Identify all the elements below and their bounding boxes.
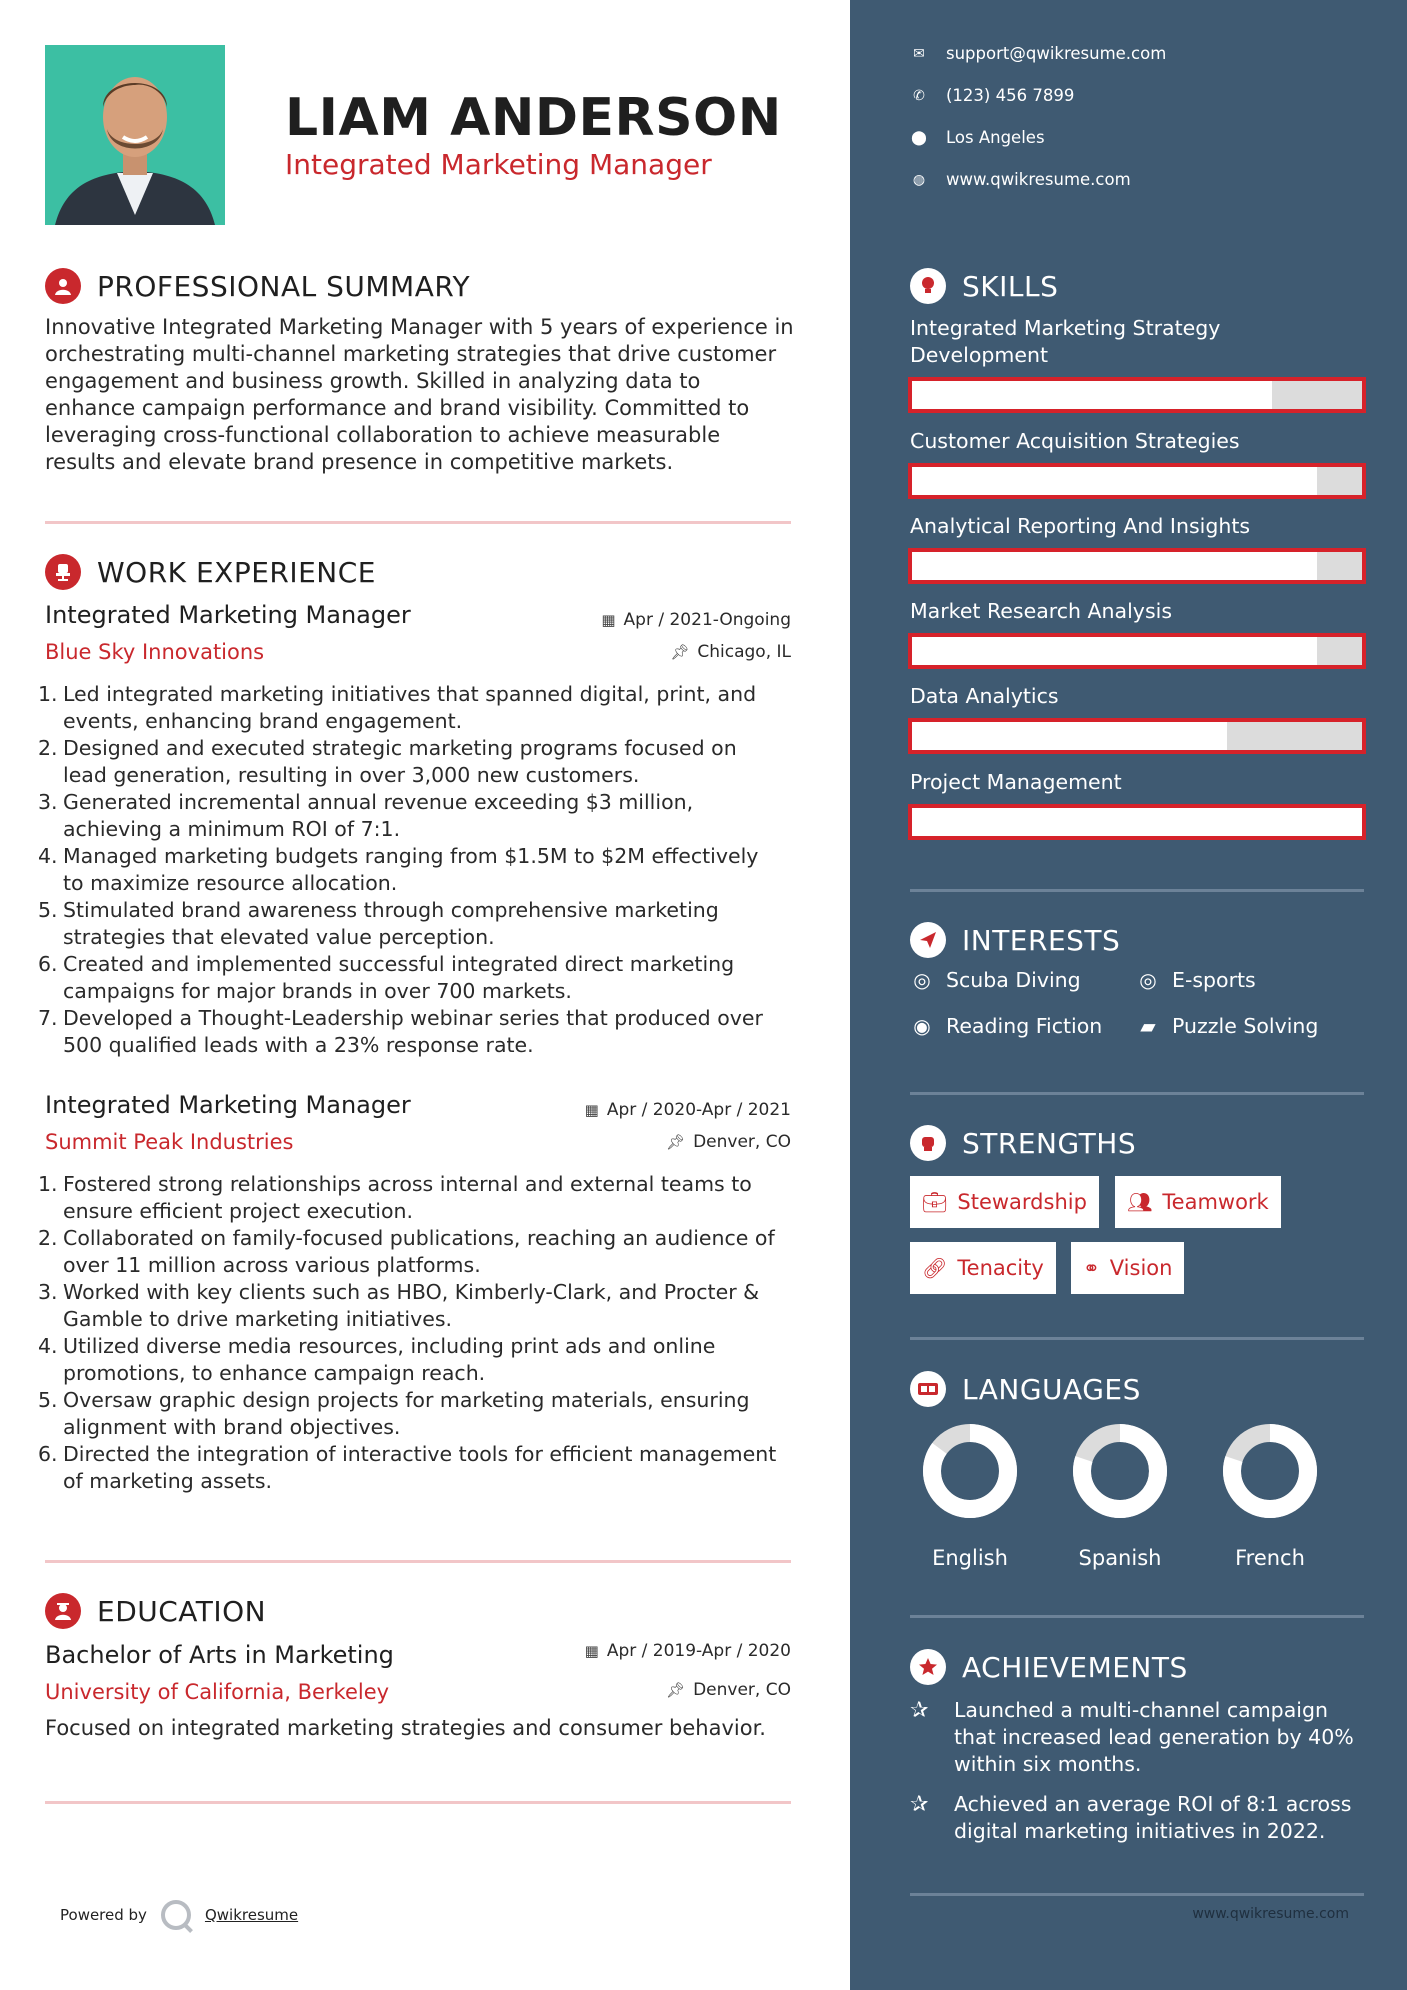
skill-bar [908, 548, 1366, 584]
language-ring [1221, 1422, 1319, 1520]
powered-by-label: Powered by [60, 1906, 147, 1924]
list-item: 4. Managed marketing budgets ranging from $1.5M to $2M effectively to maximize resource allocation. [38, 844, 759, 895]
footer-website[interactable]: www.qwikresume.com [1192, 1906, 1349, 1922]
language-icon [910, 1371, 946, 1407]
graduate-icon [45, 1593, 81, 1629]
skill-fill [912, 808, 1362, 836]
strength-badge: 💼︎ Stewardship [910, 1176, 1099, 1228]
strength-badge: 👥︎ Teamwork [1115, 1176, 1281, 1228]
gamepad-icon: ◉ [913, 1014, 931, 1038]
divider [45, 1560, 791, 1563]
qwikresume-link[interactable]: Qwikresume [204, 1906, 299, 1924]
dates-text: Apr / 2020-Apr / 2021 [606, 1100, 791, 1120]
location-text: Los Angeles [946, 128, 1045, 147]
language-label: French [1235, 1546, 1305, 1570]
education-dates [585, 1641, 791, 1661]
calendar-icon: ▦ [584, 1642, 599, 1660]
skill-label: Project Management [910, 770, 1122, 794]
work-heading [45, 554, 376, 590]
job-dates [585, 1100, 791, 1120]
language-item [910, 1422, 1030, 1570]
language-label: Spanish [1078, 1546, 1162, 1570]
languages-heading [910, 1371, 1141, 1407]
skill-bar [908, 463, 1366, 499]
divider [910, 1893, 1364, 1896]
work-title: WORK EXPERIENCE [97, 555, 376, 589]
dates-text: Apr / 2019-Apr / 2020 [606, 1641, 791, 1661]
envelope-icon: ✉ [913, 45, 925, 62]
qwikresume-logo-icon [161, 1900, 191, 1930]
user-icon [45, 268, 81, 304]
skill-bar [908, 377, 1366, 413]
summary-title: PROFESSIONAL SUMMARY [97, 269, 471, 303]
strength-badge: ⚭ Vision [1071, 1242, 1184, 1294]
list-item: 2. Designed and executed strategic marketing programs focused on lead generation, resulting in over 3,000 new customers. [38, 736, 737, 787]
job-location [670, 642, 791, 662]
interests-title: INTERESTS [962, 923, 1121, 957]
list-item: 7. Developed a Thought-Leadership webinar series that produced over 500 qualified leads with a 23% response rate. [38, 1006, 763, 1057]
interest-item: ◎ Scuba Diving [910, 968, 1081, 992]
education-heading [45, 1593, 266, 1629]
job-bullets [38, 1171, 798, 1495]
location-text: Denver, CO [693, 1680, 791, 1700]
divider [45, 1801, 791, 1804]
star-icon: ✰ [910, 1698, 929, 1723]
languages-title: LANGUAGES [962, 1372, 1141, 1406]
map-marker-icon: ⬤ [911, 129, 927, 146]
list-item: 5. Oversaw graphic design projects for marketing materials, ensuring alignment with brand objectives. [38, 1388, 750, 1439]
globe-icon: ◍ [912, 171, 926, 188]
skill-fill [912, 381, 1272, 409]
briefcase-icon: 💼︎ [922, 1190, 948, 1214]
achievements-heading [910, 1649, 1188, 1685]
skill-fill [912, 722, 1227, 750]
calendar-icon: ▦ [584, 1101, 599, 1119]
contact-website[interactable] [910, 170, 1131, 189]
interests-heading [910, 922, 1120, 958]
star-icon: ✰ [910, 1792, 929, 1817]
contact-location [910, 128, 1045, 147]
skill-fill [912, 467, 1317, 495]
interest-item: ▰ Puzzle Solving [1136, 1014, 1318, 1038]
language-ring [921, 1422, 1019, 1520]
job-dates [601, 610, 791, 630]
strengths-heading [910, 1125, 1136, 1161]
skill-bar [908, 718, 1366, 754]
strength-badge: 🔗︎ Tenacity [910, 1242, 1056, 1294]
list-item: 1. Fostered strong relationships across internal and external teams to ensure efficient project execution. [38, 1172, 752, 1223]
phone-icon: ✆ [913, 87, 925, 104]
email-text: support@qwikresume.com [946, 44, 1167, 63]
binoculars-icon: ⚭ [1083, 1256, 1100, 1280]
skill-fill [912, 637, 1317, 665]
language-label: English [932, 1546, 1008, 1570]
contact-phone[interactable] [910, 86, 1074, 105]
company-name: Blue Sky Innovations [45, 640, 265, 664]
link-icon: 🔗︎ [922, 1256, 948, 1280]
company-name: Summit Peak Industries [45, 1130, 294, 1154]
language-item [1210, 1422, 1330, 1570]
interest-item: ◎ E-sports [1136, 968, 1256, 992]
skill-bar [908, 804, 1366, 840]
job-title: Integrated Marketing Manager [45, 1091, 411, 1119]
lifebuoy-icon: ◎ [1139, 968, 1157, 992]
interest-item: ◉ Reading Fiction [910, 1014, 1102, 1038]
education-description: Focused on integrated marketing strategies and consumer behavior. [45, 1716, 766, 1740]
divider [910, 889, 1364, 892]
location-text: Chicago, IL [697, 642, 791, 662]
job-title: Integrated Marketing Manager [45, 601, 411, 629]
divider [910, 1337, 1364, 1340]
school-name: University of California, Berkeley [45, 1680, 390, 1704]
divider [910, 1092, 1364, 1095]
list-item: 3. Worked with key clients such as HBO, Kimberly-Clark, and Procter & Gamble to drive marketing initiatives. [38, 1280, 760, 1331]
divider [45, 521, 791, 524]
book-icon: ▰ [1140, 1014, 1156, 1038]
language-ring [1071, 1422, 1169, 1520]
job-location [666, 1132, 791, 1152]
pin-icon: 📌︎ [666, 1133, 686, 1151]
candidate-title: Integrated Marketing Manager [285, 148, 712, 181]
users-icon: 👥︎ [1127, 1190, 1153, 1214]
calendar-icon: ▦ [601, 611, 616, 629]
list-item: 6. Directed the integration of interactive tools for efficient management of marketing assets. [38, 1442, 777, 1493]
powered-by [60, 1900, 298, 1930]
pin-icon: 📌︎ [666, 1681, 686, 1699]
summary-text: Innovative Integrated Marketing Manager with 5 years of experience in orchestrating multi-channel marketing strategies that drive customer engagement and business growth. Skilled in analyzing data to enhance campaign performance and brand visibility. Committed to leveraging cross-functional collaboration to achieve measurable results and elevate brand presence in competitive markets. [45, 315, 794, 474]
list-item: 5. Stimulated brand awareness through comprehensive marketing strategies that elevated value perception. [38, 898, 719, 949]
divider [910, 1615, 1364, 1618]
pin-icon: 📌︎ [670, 643, 690, 661]
profile-photo [45, 45, 225, 225]
skill-label: Data Analytics [910, 684, 1059, 708]
lifebuoy-icon: ◎ [913, 968, 931, 992]
paper-plane-icon [910, 922, 946, 958]
list-item: 2. Collaborated on family-focused publications, reaching an audience of over 11 million across various platforms. [38, 1226, 775, 1277]
lightbulb-icon [910, 268, 946, 304]
contact-email[interactable] [910, 44, 1166, 63]
chair-icon [45, 554, 81, 590]
strengths-title: STRENGTHS [962, 1126, 1137, 1160]
education-location [666, 1680, 791, 1700]
website-text: www.qwikresume.com [946, 170, 1131, 189]
achievement-item: ✰ Achieved an average ROI of 8:1 across digital marketing initiatives in 2022. [910, 1792, 1352, 1843]
list-item: 3. Generated incremental annual revenue exceeding $3 million, achieving a minimum ROI of 7:1. [38, 790, 694, 841]
skills-title: SKILLS [962, 269, 1059, 303]
skills-heading [910, 268, 1058, 304]
star-icon [910, 1649, 946, 1685]
list-item: 6. Created and implemented successful integrated direct marketing campaigns for major brands in over 700 markets. [38, 952, 735, 1003]
phone-text: (123) 456 7899 [946, 86, 1075, 105]
degree-title: Bachelor of Arts in Marketing [45, 1641, 394, 1669]
skill-bar [908, 633, 1366, 669]
list-item: 1. Led integrated marketing initiatives that spanned digital, print, and events, enhancing brand engagement. [38, 682, 757, 733]
job-bullets [38, 681, 798, 1059]
list-item: 4. Utilized diverse media resources, including print ads and online promotions, to enhance campaign reach. [38, 1334, 716, 1385]
location-text: Denver, CO [693, 1132, 791, 1152]
education-title: EDUCATION [97, 1594, 267, 1628]
summary-heading [45, 268, 470, 304]
fist-icon [910, 1125, 946, 1161]
language-item [1060, 1422, 1180, 1570]
dates-text: Apr / 2021-Ongoing [623, 610, 791, 630]
achievement-item: ✰ Launched a multi-channel campaign that increased lead generation by 40% within six months. [910, 1698, 1354, 1776]
achievements-title: ACHIEVEMENTS [962, 1650, 1188, 1684]
skill-label: Market Research Analysis [910, 599, 1172, 623]
skill-label: Customer Acquisition Strategies [910, 429, 1240, 453]
candidate-name: LIAM ANDERSON [285, 88, 782, 148]
skill-label: Analytical Reporting And Insights [910, 514, 1251, 538]
skill-label: Integrated Marketing Strategy Development [910, 316, 1221, 367]
skill-fill [912, 552, 1317, 580]
